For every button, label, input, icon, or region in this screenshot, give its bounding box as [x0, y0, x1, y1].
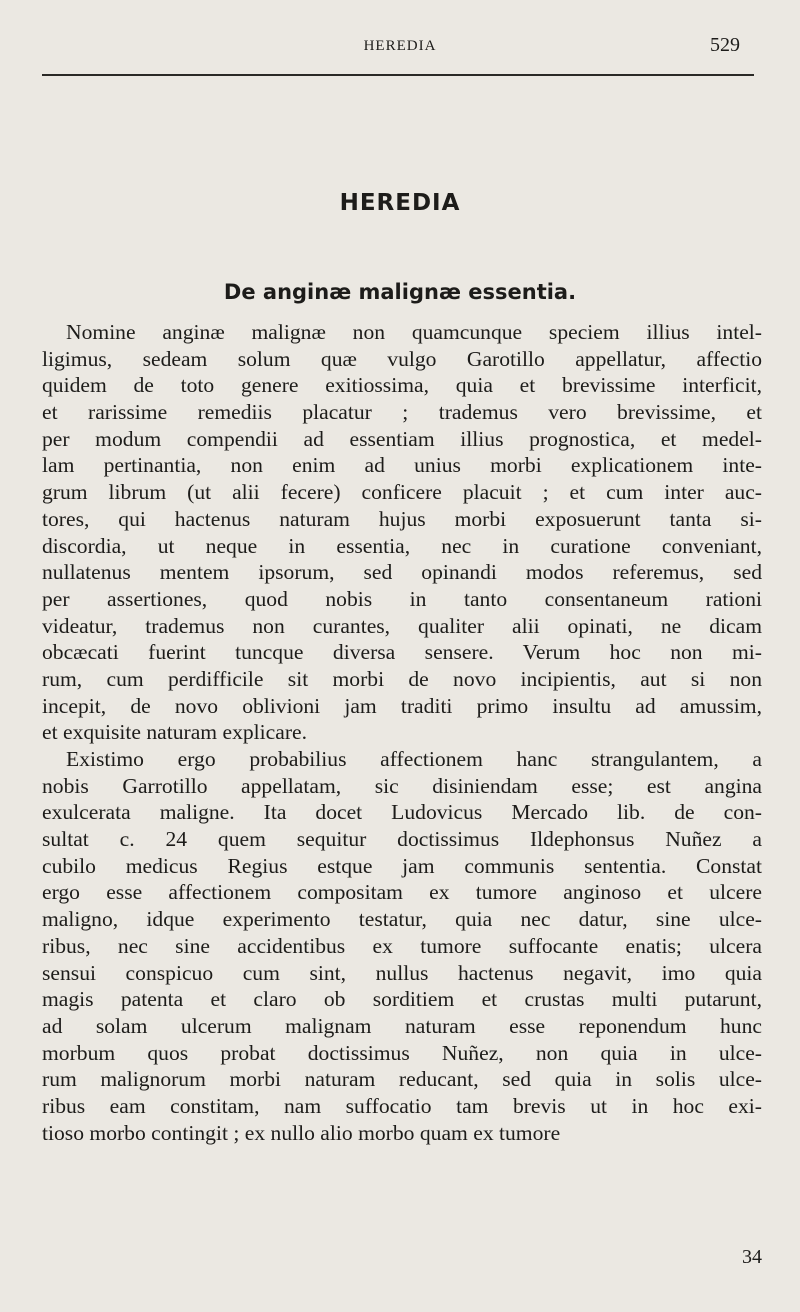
text-line: cubilo medicus Regius estque jam communis sententia. Constat — [42, 853, 762, 878]
text-line: obcæcati fuerint tuncque diversa sensere. Verum hoc non mi- — [42, 640, 762, 665]
text-line: quidem de toto genere exitiossima, quia et brevissime interficit, — [42, 373, 762, 398]
text-line: morbum quos probat doctissimus Nuñez, non quia in ulce- — [42, 1040, 762, 1065]
text-line: grum librum (ut alii fecere) conficere placuit ; et cum inter auc- — [42, 480, 762, 505]
paragraph — [42, 319, 762, 746]
text-line: tores, qui hactenus naturam hujus morbi exposuerunt tanta si- — [42, 506, 762, 531]
text-line: ad solam ulcerum malignam naturam esse reponendum hunc — [42, 1013, 762, 1038]
text-line: rum malignorum morbi naturam reducant, sed quia in solis ulce- — [42, 1067, 762, 1092]
text-line: lam pertinantia, non enim ad unius morbi explicationem inte- — [42, 453, 762, 478]
text-line: per assertiones, quod nobis in tanto consentaneum rationi — [42, 586, 762, 611]
running-head — [40, 34, 760, 64]
header-rule — [42, 74, 754, 76]
section-heading: De anginæ malignæ essentia. — [223, 280, 577, 304]
text-line: sensui conspicuo cum sint, nullus hactenus negavit, imo quia — [42, 960, 762, 985]
text-line: Existimo ergo probabilius affectionem hanc strangulantem, a — [66, 747, 762, 771]
text-line: tioso morbo contingit ; ex nullo alio morbo quam ex tumore — [42, 1120, 561, 1145]
text-line: videatur, trademus non curantes, qualiter alii opinati, ne dicam — [42, 613, 762, 638]
text-line: magis patenta et claro ob sorditiem et crustas multi putarunt, — [42, 987, 762, 1012]
text-line: exulcerata maligne. Ita docet Ludovicus Mercado lib. de con- — [42, 800, 762, 825]
text-line: ergo esse affectionem compositam ex tumore anginoso et ulcere — [42, 880, 762, 905]
text-line: ligimus, sedeam solum quæ vulgo Garotillo appellatur, affectio — [42, 346, 762, 371]
paragraph — [42, 746, 762, 1146]
text-line: rum, cum perdifficile sit morbi de novo incipientis, aut si non — [42, 666, 762, 691]
body-text — [42, 319, 762, 1146]
text-line: et rarissime remediis placatur ; trademus vero brevissime, et — [42, 400, 762, 425]
text-line: discordia, ut neque in essentia, nec in curatione conveniant, — [42, 533, 762, 558]
text-line: sultat c. 24 quem sequitur doctissimus Ildephonsus Nuñez a — [42, 827, 762, 852]
text-line: et exquisite naturam explicare. — [42, 720, 308, 745]
text-line: nobis Garrotillo appellatam, sic disiniendam esse; est angina — [42, 773, 762, 798]
signature-mark: 34 — [742, 1246, 762, 1268]
text-line: per modum compendii ad essentiam illius prognostica, et medel- — [42, 426, 762, 451]
article-title: HEREDIA — [339, 190, 461, 216]
text-line: nullatenus mentem ipsorum, sed opinandi modos referemus, sed — [42, 560, 762, 585]
running-title: HEREDIA — [363, 38, 437, 54]
text-line: maligno, idque experimento testatur, quia nec datur, sine ulce- — [42, 907, 762, 932]
page-number: 529 — [710, 34, 740, 56]
text-line: ribus, nec sine accidentibus ex tumore suffocante enatis; ulcera — [42, 933, 762, 958]
text-line: incepit, de novo oblivioni jam traditi primo insultu ad amussim, — [42, 693, 762, 718]
text-line: ribus eam constitam, nam suffocatio tam brevis ut in hoc exi- — [42, 1093, 762, 1118]
text-line: Nomine anginæ malignæ non quamcunque speciem illius intel- — [66, 320, 762, 344]
